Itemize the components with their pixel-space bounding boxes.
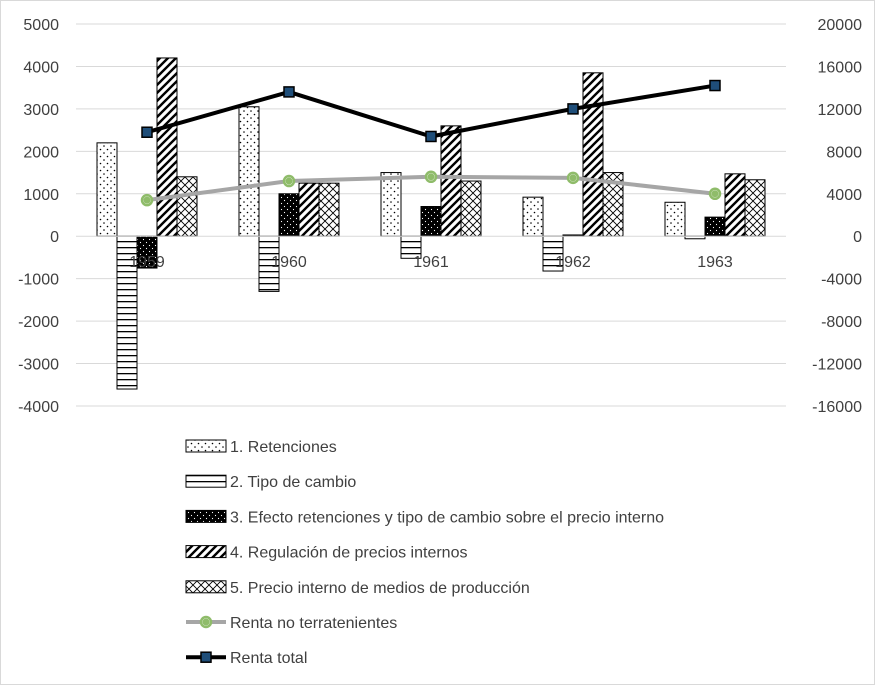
right-axis-tick-label: 0 — [853, 229, 862, 247]
left-axis-tick-label: 5000 — [23, 17, 59, 34]
category-labels — [129, 254, 733, 271]
bar-dots-1962 — [523, 197, 543, 236]
bar-cross-1959 — [177, 177, 197, 236]
line-point-circle-fill — [286, 178, 293, 185]
category-label: 1959 — [129, 254, 165, 272]
category-label: 1960 — [271, 254, 307, 272]
right-axis-tick-label: 8000 — [826, 144, 862, 162]
legend-label: 3. Efecto retenciones y tipo de cambio sobre el precio interno — [230, 509, 665, 527]
legend-label: 2. Tipo de cambio — [230, 474, 357, 492]
legend-swatch-dots — [186, 440, 226, 452]
left-axis-tick-label: 0 — [50, 229, 59, 247]
line-point-square — [710, 81, 720, 91]
bar-cross-1960 — [319, 183, 339, 236]
left-axis-tick-label: 4000 — [23, 59, 59, 77]
left-axis-tick-label: 3000 — [23, 101, 59, 119]
left-axis-tick-label: -4000 — [18, 399, 59, 416]
left-axis-tick-label: 1000 — [23, 186, 59, 204]
right-axis-tick-label: 4000 — [826, 186, 862, 204]
bar-dots-1959 — [97, 143, 117, 236]
bar-diag-1959 — [157, 58, 177, 236]
bar-cross-1963 — [745, 180, 765, 236]
right-axis-tick-labels — [812, 17, 862, 416]
legend-label: 4. Regulación de precios internos — [230, 544, 468, 562]
legend-marker-circle-fill — [203, 619, 210, 626]
right-axis-tick-label: 16000 — [817, 59, 862, 77]
category-label: 1962 — [555, 254, 591, 272]
line-point-square — [142, 127, 152, 137]
left-axis-tick-label: -2000 — [18, 314, 59, 332]
legend-label: 5. Precio interno de medios de producción — [230, 579, 530, 597]
right-axis-tick-label: -12000 — [812, 356, 862, 374]
legend-marker-square — [201, 652, 211, 662]
bar-black-1963 — [705, 217, 725, 236]
right-axis-tick-label: -16000 — [812, 399, 862, 416]
legend-swatch-diag — [186, 546, 226, 558]
category-label: 1963 — [697, 254, 733, 272]
bar-diag-1962 — [583, 73, 603, 236]
right-axis-tick-label: -4000 — [821, 271, 862, 289]
line-point-square — [284, 87, 294, 97]
line-point-circle-fill — [712, 190, 719, 197]
bar-dots-1960 — [239, 107, 259, 236]
left-axis-tick-label: -3000 — [18, 356, 59, 374]
left-axis-tick-labels — [18, 17, 59, 416]
bar-diag-1963 — [725, 174, 745, 236]
legend-swatch-hlines — [186, 475, 226, 487]
bars — [97, 58, 765, 389]
line-series — [142, 81, 720, 206]
bar-black-1961 — [421, 207, 441, 237]
right-axis-tick-label: -8000 — [821, 314, 862, 332]
line-point-circle-fill — [144, 197, 151, 204]
legend-swatch-cross — [186, 581, 226, 593]
line-square — [147, 86, 715, 137]
legend-label: 1. Retenciones — [230, 439, 337, 456]
chart — [1, 1, 874, 684]
bar-dots-1961 — [381, 173, 401, 237]
bar-black-1960 — [279, 194, 299, 236]
line-point-circle-fill — [570, 174, 577, 181]
left-axis-tick-label: -1000 — [18, 271, 59, 289]
right-axis-tick-label: 12000 — [817, 101, 862, 119]
line-point-square — [568, 104, 578, 114]
bar-diag-1960 — [299, 183, 319, 236]
line-point-circle-fill — [428, 173, 435, 180]
line-point-square — [426, 131, 436, 141]
bar-cross-1961 — [461, 181, 481, 236]
left-axis-tick-label: 2000 — [23, 144, 59, 162]
legend-label: Renta total — [230, 650, 308, 668]
bar-diag-1961 — [441, 126, 461, 236]
bar-dots-1963 — [665, 202, 685, 236]
legend-label: Renta no terratenientes — [230, 615, 398, 632]
right-axis-tick-label: 20000 — [817, 17, 862, 34]
category-label: 1961 — [413, 254, 449, 272]
legend — [186, 439, 664, 667]
legend-swatch-black — [186, 510, 226, 522]
